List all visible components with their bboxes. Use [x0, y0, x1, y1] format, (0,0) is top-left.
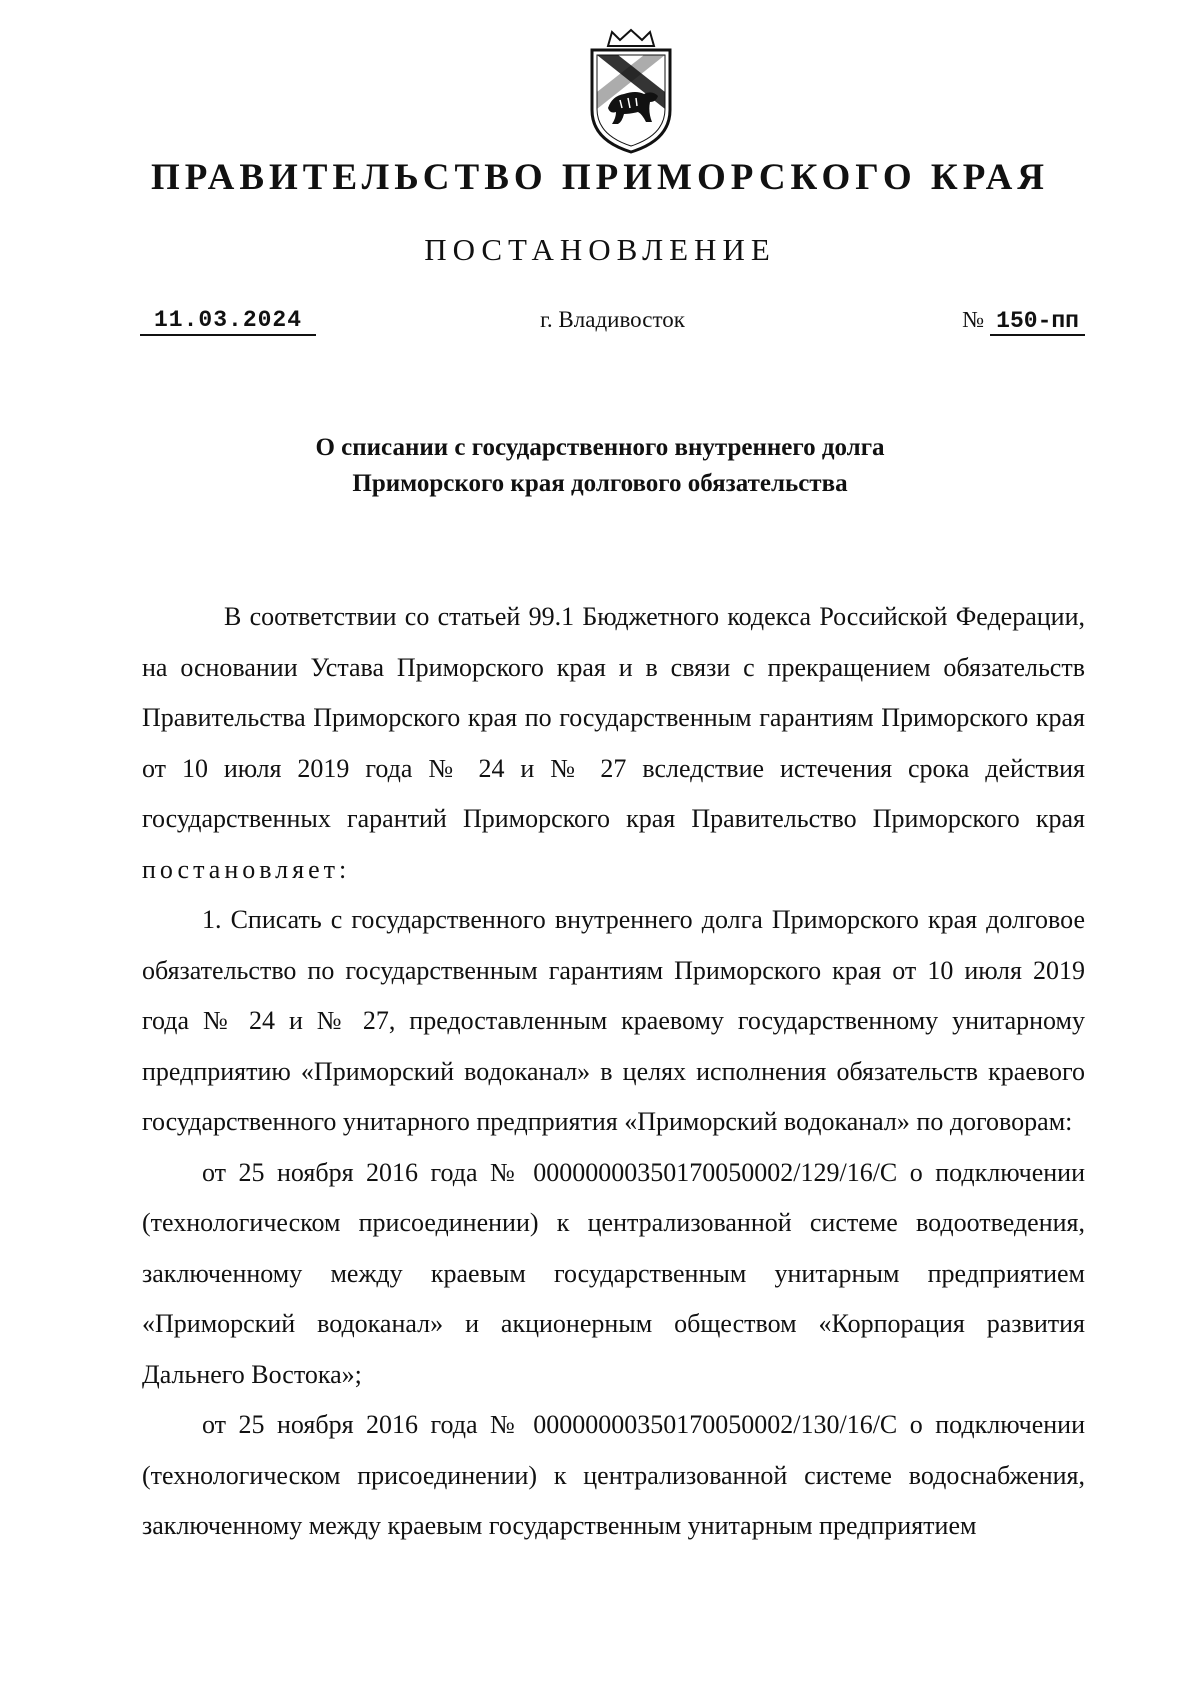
subject-line-2: Приморского края долгового обязательства	[352, 470, 848, 497]
body-paragraph-3: от 25 ноября 2016 года № 00000000350170050002/129/16/С о подключении (технологическом присоединении) к централизованной системе водоотведения, заключенному между краевым государственным унитарным предприятием «Приморский водоканал» и акционерным обществом «Корпорация развития Дальнего Востока»;	[142, 1157, 1085, 1389]
paragraph-1-text: В соответствии со статьей 99.1 Бюджетного кодекса Российской Федерации, на основании Устава Приморского края и в связи с прекращением обязательств Правительства Приморского края по государственным гарантиям Приморского края от 10 июля 2019 года № 24 и № 27 вследствие истечения срока действия государственных гарантий Приморского края Правительство Приморского края	[142, 602, 1085, 833]
document-date: 11.03.2024	[140, 306, 316, 336]
body-paragraph-1	[142, 592, 1085, 895]
number-sign: №	[962, 307, 985, 332]
document-city: г. Владивосток	[540, 307, 685, 332]
government-title: ПРАВИТЕЛЬСТВО ПРИМОРСКОГО КРАЯ	[150, 157, 1050, 198]
number-value: 150-пп	[990, 308, 1085, 336]
body-paragraph-4: от 25 ноября 2016 года № 00000000350170050002/130/16/С о подключении (технологическом присоединении) к централизованной системе водоснабжения, заключенному между краевым государственным унитарным предприятием	[142, 1410, 1085, 1540]
document-subject	[0, 430, 1200, 502]
document-number	[962, 306, 1085, 335]
document-type: ПОСТАНОВЛЕНИЕ	[424, 232, 776, 267]
body-paragraph-2: 1. Списать с государственного внутреннего долга Приморского края долговое обязательство по государственным гарантиям Приморского края от 10 июля 2019 года № 24 и № 27, предоставленным краевому государственному унитарному предприятию «Приморский водоканал» в целях исполнения обязательств краевого государственного унитарного предприятия «Приморский водоканал» по договорам:	[142, 905, 1085, 1136]
subject-line-1: О списании с государственного внутреннего долга	[315, 434, 885, 461]
paragraph-1-resolves: постановляет:	[142, 854, 351, 884]
document-meta	[140, 306, 1085, 340]
coat-of-arms-icon	[578, 28, 684, 156]
document-body	[142, 592, 1085, 1552]
